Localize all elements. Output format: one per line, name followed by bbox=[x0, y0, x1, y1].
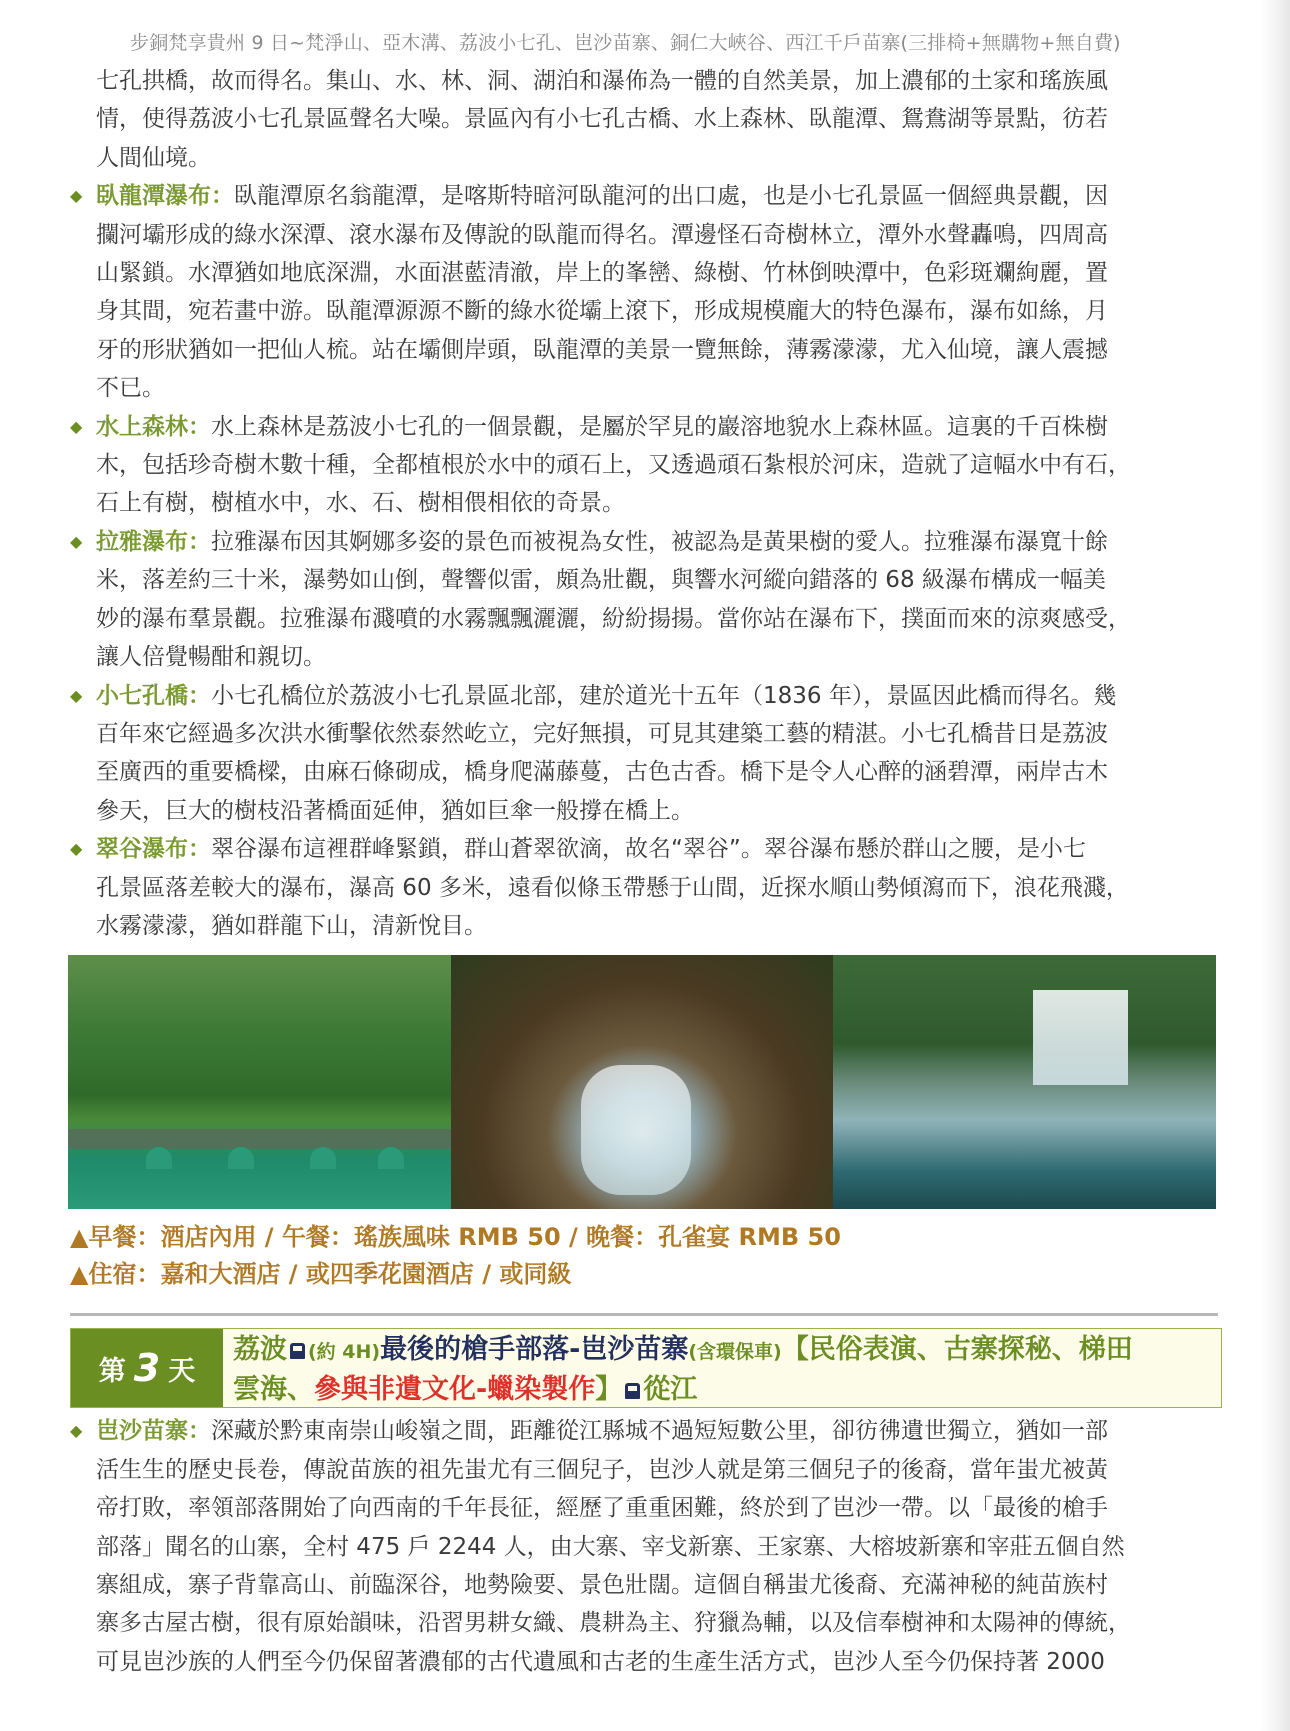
item-title: 臥龍潭瀑布： bbox=[96, 183, 234, 210]
text-line: 參天，巨大的樹枝沿著橋面延伸，猶如巨傘一般撐在橋上。 bbox=[96, 797, 694, 824]
text-line: 情，使得荔波小七孔景區聲名大噪。景區內有小七孔古橋、水上森林、臥龍潭、鴛鴦湖等景點，彷若 bbox=[96, 106, 1108, 133]
day-suffix: 天 bbox=[168, 1355, 196, 1387]
text-line: 讓人倍覺暢酣和親切。 bbox=[96, 644, 326, 671]
diamond-bullet-icon: ◆ bbox=[70, 839, 83, 859]
diamond-bullet-icon: ◆ bbox=[70, 186, 83, 206]
text-line: 米，落差約三十米，瀑勢如山倒，聲響似雷，頗為壯觀，與響水河縱向錯落的 68 級瀑布構成一幅美 bbox=[96, 567, 1106, 594]
photo-strip bbox=[68, 955, 1216, 1209]
text-line: 人間仙境。 bbox=[96, 144, 211, 171]
item-title: 水上森林： bbox=[96, 413, 211, 440]
bridge-arch bbox=[146, 1147, 172, 1169]
text-line: 不已。 bbox=[96, 375, 165, 402]
photo-waterfall bbox=[833, 955, 1216, 1209]
text-line: 七孔拱橋，故而得名。集山、水、林、洞、湖泊和瀑佈為一體的自然美景，加上濃郁的土家和瑤族風 bbox=[96, 68, 1108, 94]
day-3-banner bbox=[70, 1328, 1222, 1408]
route-origin: 荔波 bbox=[233, 1334, 287, 1366]
bus-icon bbox=[625, 1383, 640, 1399]
item-title: 翠谷瀑布： bbox=[96, 836, 211, 863]
text-line: 小七孔橋位於荔波小七孔景區北部，建於道光十五年（1836 年），景區因此橋而得名。幾 bbox=[211, 682, 1117, 709]
diamond-bullet-icon: ◆ bbox=[70, 531, 83, 551]
item-water-forest bbox=[68, 408, 1218, 523]
day-route bbox=[223, 1329, 1221, 1407]
text-line: 至廣西的重要橋樑，由麻石條砌成，橋身爬滿藤蔓，古色古香。橋下是令人心醉的涵碧潭，兩岸古木 bbox=[96, 759, 1108, 786]
route-highlight: 最後的槍手部落-岜沙苗寨 bbox=[380, 1334, 689, 1366]
item-cuigu-falls bbox=[68, 830, 1218, 945]
text-line: 翠谷瀑布這裡群峰緊鎖，群山蒼翠欲滴，故名“翠谷”。翠谷瀑布懸於群山之腰，是小七 bbox=[211, 836, 1086, 863]
text-line: 水上森林是荔波小七孔的一個景觀，是屬於罕見的巖溶地貌水上森林區。這裏的千百株樹 bbox=[211, 413, 1108, 440]
diamond-bullet-icon: ◆ bbox=[70, 416, 83, 436]
text-line: 寨組成，寨子背靠高山、前臨深谷，地勢險要、景色壯闊。這個自稱蚩尤後裔、充滿神秘的純苗族村 bbox=[96, 1571, 1108, 1598]
bridge-arch bbox=[228, 1147, 254, 1169]
item-seven-arch-bridge bbox=[68, 677, 1218, 831]
day-number: 3 bbox=[133, 1346, 161, 1391]
bridge-shape bbox=[68, 1129, 451, 1149]
text-line: 妙的瀑布羣景觀。拉雅瀑布濺噴的水霧飄飄灑灑，紛紛揚揚。當你站在瀑布下，撲面而來的涼爽感受， bbox=[96, 605, 1131, 632]
bridge-arch bbox=[310, 1147, 336, 1169]
day-prefix: 第 bbox=[98, 1355, 126, 1387]
text-line: 水霧濛濛，猶如群龍下山，清新悅目。 bbox=[96, 912, 487, 939]
text-line: 百年來它經過多次洪水衝擊依然泰然屹立，完好無損，可見其建築工藝的精湛。小七孔橋昔日是荔波 bbox=[96, 720, 1108, 747]
diamond-bullet-icon: ◆ bbox=[70, 1421, 83, 1441]
route-note: (含環保車) bbox=[688, 1341, 782, 1364]
route-bracket-close: 】 bbox=[595, 1374, 623, 1406]
waterfall-shape bbox=[1033, 990, 1128, 1085]
text-line: 攔河壩形成的綠水深潭、滾水瀑布及傳說的臥龍而得名。潭邊怪石奇樹林立，潭外水聲轟鳴，四周高 bbox=[96, 221, 1108, 248]
route-activities: 【民俗表演、古寨探秘、梯田 bbox=[781, 1334, 1133, 1366]
text-line: 石上有樹，樹植水中，水、石、樹相偎相依的奇景。 bbox=[96, 490, 625, 517]
content bbox=[68, 62, 1218, 1681]
bridge-arch bbox=[378, 1147, 404, 1169]
section-divider bbox=[70, 1313, 1218, 1316]
bus-icon bbox=[290, 1343, 305, 1359]
page-header: 步銅梵享貴州 9 日~梵淨山、亞木溝、荔波小七孔、岜沙苗寨、銅仁大峽谷、西江千戶苗寨(三排椅+無購物+無自費) bbox=[130, 32, 1121, 54]
text-line: 可見岜沙族的人們至今仍保留著濃郁的古代遺風和古老的生產生活方式，岜沙人至今仍保持著 2000 bbox=[96, 1648, 1105, 1675]
text-line: 深藏於黔東南崇山峻嶺之間，距離從江縣城不過短短數公里，卻彷彿遺世獨立，猶如一部 bbox=[211, 1418, 1108, 1445]
text-line: 臥龍潭原名翁龍潭，是喀斯特暗河臥龍河的出口處，也是小七孔景區一個經典景觀，因 bbox=[234, 183, 1108, 210]
item-basha-village bbox=[68, 1412, 1218, 1681]
lodging-line: ▲住宿：嘉和大酒店 / 或四季花園酒店 / 或同級 bbox=[70, 1260, 572, 1289]
text-line: 帝打敗，率領部落開始了向西南的千年長征，經歷了重重困難，終於到了岜沙一帶。以「最後的槍手 bbox=[96, 1495, 1108, 1522]
item-title: 小七孔橋： bbox=[96, 682, 211, 709]
text-line: 孔景區落差較大的瀑布，瀑高 60 多米，遠看似條玉帶懸于山間，近探水順山勢傾瀉而下，浪花飛濺， bbox=[96, 874, 1129, 901]
route-duration: (約 4H) bbox=[308, 1341, 381, 1364]
diamond-bullet-icon: ◆ bbox=[70, 685, 83, 705]
text-line: 身其間，宛若畫中游。臥龍潭源源不斷的綠水從壩上滾下，形成規模龐大的特色瀑布，瀑布如絲，月 bbox=[96, 298, 1108, 325]
photo-forest-stream bbox=[451, 955, 834, 1209]
page-edge bbox=[1260, 0, 1290, 1731]
photo-bridge-lake bbox=[68, 955, 451, 1209]
route-destination: 從江 bbox=[643, 1374, 698, 1406]
text-line: 木，包括珍奇樹木數十種，全都植根於水中的頑石上，又透過頑石紮根於河床，造就了這幅水中有石， bbox=[96, 452, 1131, 479]
text-line: 山緊鎖。水潭猶如地底深淵，水面湛藍清澈，岸上的峯巒、綠樹、竹林倒映潭中，色彩斑斕絢麗，置 bbox=[96, 260, 1108, 287]
item-wolong-falls bbox=[68, 177, 1218, 407]
route-batik-activity: 參與非遺文化-蠟染製作 bbox=[314, 1374, 596, 1406]
text-line: 寨多古屋古樹，很有原始韻味，沿習男耕女織、農耕為主、狩獵為輔，以及信奉樹神和太陽神的傳統， bbox=[96, 1610, 1131, 1637]
rapids-shape bbox=[581, 1065, 691, 1195]
item-title: 岜沙苗寨： bbox=[96, 1418, 211, 1445]
text-line: 部落」聞名的山寨，全村 475 戶 2244 人，由大寨、宰戈新寨、王家寨、大榕坡新寨和宰莊五個自然 bbox=[96, 1533, 1125, 1560]
text-line: 拉雅瀑布因其婀娜多姿的景色而被視為女性，被認為是黃果樹的愛人。拉雅瀑布瀑寬十餘 bbox=[211, 528, 1108, 555]
item-title: 拉雅瀑布： bbox=[96, 528, 211, 555]
text-line: 活生生的歷史長卷，傳說苗族的祖先蚩尤有三個兒子，岜沙人就是第三個兒子的後裔，當年蚩尤被黃 bbox=[96, 1456, 1108, 1483]
meals-line: ▲早餐：酒店內用 / 午餐：瑤族風味 RMB 50 / 晚餐：孔雀宴 RMB 50 bbox=[70, 1223, 841, 1252]
text-line: 牙的形狀猶如一把仙人梳。站在壩側岸頭，臥龍潭的美景一覽無餘，薄霧濛濛，尤入仙境，讓人震撼 bbox=[96, 336, 1108, 363]
route-activities-cont: 雲海、 bbox=[233, 1374, 314, 1406]
intro-paragraph bbox=[68, 62, 1218, 177]
day-label bbox=[71, 1329, 223, 1407]
item-laya-falls bbox=[68, 523, 1218, 677]
